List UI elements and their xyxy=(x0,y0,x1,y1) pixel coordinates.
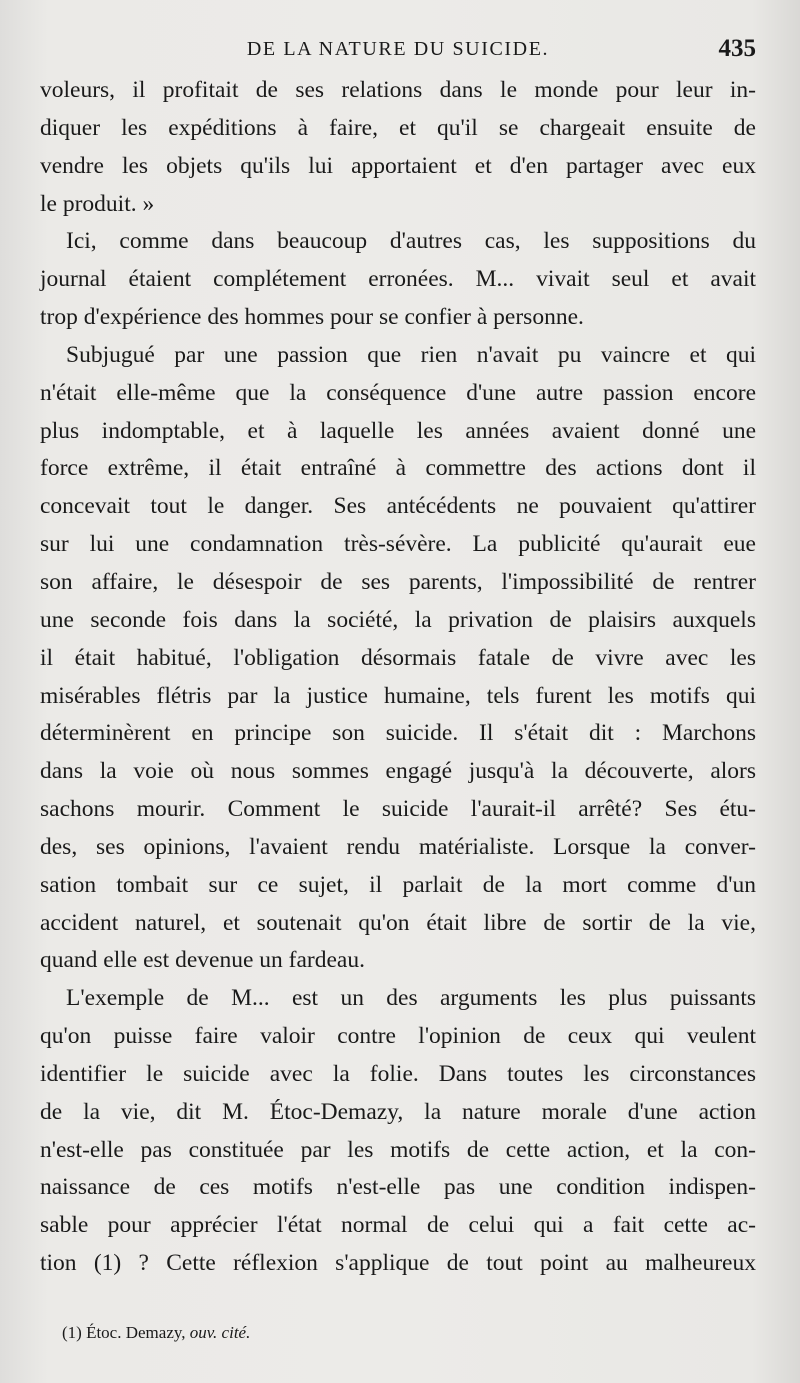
paragraph xyxy=(40,337,756,980)
text-line: n'était elle-même que la conséquence d'une autre passion encore xyxy=(40,379,756,406)
footnote-marker: (1) xyxy=(62,1323,82,1342)
text-line: voleurs, il profitait de ses relations dans le monde pour leur in- xyxy=(40,77,756,103)
text-line: Subjugué par une passion que rien n'avait pu vaincre et qui xyxy=(66,341,756,368)
text-line: vendre les objets qu'ils lui apportaient et d'en partager avec eux xyxy=(40,152,756,179)
text-line: journal étaient complétement erronées. M... vivait seul et avait xyxy=(40,266,756,293)
text-line: déterminèrent en principe son suicide. Il s'était dit : Marchons xyxy=(40,720,756,747)
text-line: concevait tout le danger. Ses antécédents ne pouvaient qu'attirer xyxy=(40,493,756,520)
footnote xyxy=(62,1320,250,1346)
text-line: diquer les expéditions à faire, et qu'il se chargeait ensuite de xyxy=(40,114,756,141)
text-line: qu'on puisse faire valoir contre l'opinion de ceux qui veulent xyxy=(40,1023,756,1050)
text-line: le produit. » xyxy=(40,190,155,217)
text-line: sur lui une condamnation très-sévère. La publicité qu'aurait eue xyxy=(40,531,756,558)
body-text xyxy=(40,72,756,1283)
paragraph xyxy=(40,72,756,223)
text-line: trop d'expérience des hommes pour se confier à personne. xyxy=(40,304,584,331)
text-line: sable pour apprécier l'état normal de celui qui a fait cette ac- xyxy=(40,1212,756,1239)
text-line: naissance de ces motifs n'est-elle pas une condition indispen- xyxy=(40,1174,756,1201)
text-line: sachons mourir. Comment le suicide l'aurait-il arrêté? Ses étu- xyxy=(40,796,756,823)
running-header xyxy=(40,32,756,66)
text-line: L'exemple de M... est un des arguments les plus puissants xyxy=(66,985,756,1012)
text-line: force extrême, il était entraîné à commettre des actions dont il xyxy=(40,455,756,482)
text-line: accident naturel, et soutenait qu'on était libre de sortir de la vie, xyxy=(40,909,756,936)
footnote-author: Étoc. Demazy, xyxy=(86,1323,186,1342)
text-line: quand elle est devenue un fardeau. xyxy=(40,947,365,974)
text-line: plus indomptable, et à laquelle les années avaient donné une xyxy=(40,417,756,444)
text-line: sation tombait sur ce sujet, il parlait de la mort comme d'un xyxy=(40,871,756,898)
text-line: Ici, comme dans beaucoup d'autres cas, les suppositions du xyxy=(66,228,756,255)
text-line: tion (1) ? Cette réflexion s'applique de tout point au malheureux xyxy=(40,1250,756,1277)
text-line: dans la voie où nous sommes engagé jusqu'à la découverte, alors xyxy=(40,758,756,785)
text-line: il était habitué, l'obligation désormais fatale de vivre avec les xyxy=(40,644,756,671)
paragraph xyxy=(40,223,756,337)
text-line: n'est-elle pas constituée par les motifs de cette action, et la con- xyxy=(40,1136,756,1163)
text-line: son affaire, le désespoir de ses parents, l'impossibilité de rentrer xyxy=(40,568,756,595)
text-line: de la vie, dit M. Étoc-Demazy, la nature morale d'une action xyxy=(40,1098,756,1125)
text-line: une seconde fois dans la société, la privation de plaisirs auxquels xyxy=(40,606,756,633)
footnote-reference: ouv. cité. xyxy=(189,1323,251,1342)
text-line: misérables flétris par la justice humaine, tels furent les motifs qui xyxy=(40,682,756,709)
text-line: identifier le suicide avec la folie. Dans toutes les circonstances xyxy=(40,1060,756,1087)
running-title: DE LA NATURE DU SUICIDE. xyxy=(246,38,550,60)
page-number: 435 xyxy=(718,35,756,62)
text-line: des, ses opinions, l'avaient rendu matérialiste. Lorsque la conver- xyxy=(40,833,756,860)
paragraph xyxy=(40,980,756,1283)
